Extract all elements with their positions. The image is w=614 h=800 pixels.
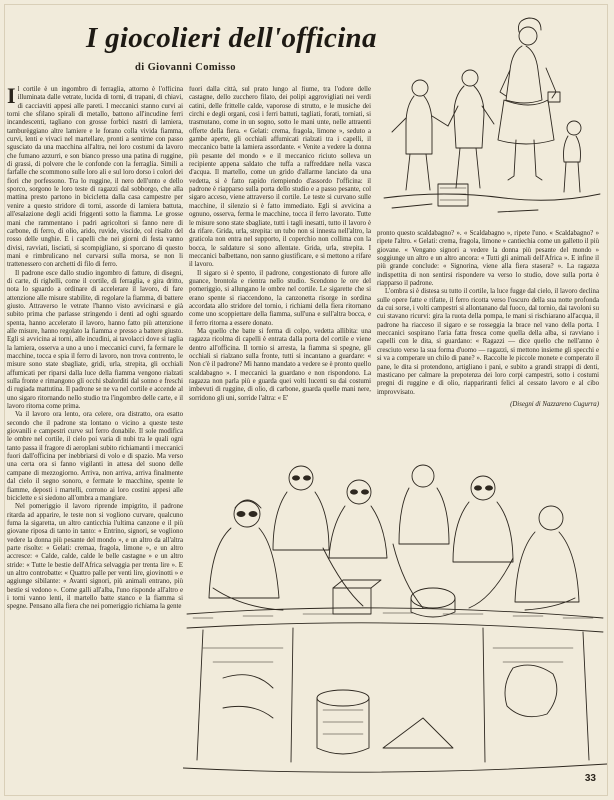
page-number: 33: [584, 773, 596, 784]
drop-cap: I: [7, 86, 16, 108]
text-column-1: [7, 86, 183, 788]
paragraph: pronto questo scaldabagno? ». « Scaldabagno », ripete l'uno. « Scaldabagno? » ripete l'altro. « Gelati: crema, fragola, limone » cantiechia come un galletto il più giovane. « Vengano signori a vedere la donna più pesante del mondo » soggiunge un altro e un altro ancora: « Tutti gli animali dell'Africa ». E infine il più grande conclude: « Signorina, viene alla fiera stasera? ». La ragazza indispettita di non sentirsi rispondere va verso lo studio, dove sulla porta è riapparso il padrone.: [377, 230, 599, 288]
illustration-credit: (Disegni di Nazzareno Cugurra): [510, 400, 599, 408]
article-title: I giocolieri dell'officina: [86, 22, 377, 54]
paragraph: Il sigaro si è spento, il padrone, congestionato di furore alle guance, brontola e rientra nello studio. Scendono le ore del pomeriggio, si allungano le ombre nel cortile. Le sigarette che si erano spente si riaccendono, la canzonetta risorge in sordina accordata allo stridore del tornio, i richiami della fiera ritornano come uno scoppiettare della fiamma, sull'una e sull'altra bocca, e il ferro ritorna a essere donato.: [189, 269, 371, 327]
illustration-workshop-scene: [183, 448, 607, 778]
paragraph: Nel pomeriggio il lavoro riprende impigrito, il padrone ritarda ad apparire, le teste non si vogliono curvare, qualcuno fuma la sigaretta, un altro canticchia l'ultima canzone e il più giovane riposa di tanto in tanto: « Entrino, signori, se vogliono vedere la donna più pesante del mondo », e un altro da all'altra parte risolte: « Gelati: cremaa, fragola, limone », e un altro accresce: « Calde, calde, calde le belle castagne » e un altro stride: « Tutte le bestie dell'Africa selvaggia per trenta lire ». E un altro controbatte: « Quattro palle per venti lire, giovinotti » e aggiunge sibilante: « Avanti signori, più animali entrano, più bestie si vedono ». Come galli all'alba, l'uno risponde all'altro e i torni vanno lenti, il martello batte stanco e la fiamma si spegne. Pensano alla fiera che nei pomeriggio richiama la gente: [7, 503, 183, 611]
text-column-3: [377, 230, 599, 448]
paragraph: [7, 86, 183, 270]
article-byline: di Giovanni Comisso: [135, 62, 236, 73]
paragraph: L'ombra si è distesa su tutto il cortile, la luce fugge dal cielo, il lavoro declina sulle opere fatte e rifatte, il ferro ricotta verso l'oscuro della sua notte profonda da cui sorse, i volti campestri si allontanano dal fuoco, dal tornio, dai tavoloni su cui stavano ricurvi: gira la ruota della pompa, le mani si rischiarano all'acqua, il padrone ha riacceso il sigaro e se rosseggia la brace nel vano della porta. I meccanici sospirano l'aria fatta fresca come quella della alba, si ravviano i capelli con le dita, si guardano: « Ragazzi — dice quello che nell'anno è cresciuto verso la sua forma d'uomo — ragazzi, si mettono insieme gli specchi e si va a comperare un chilo di pane? ». Raccolte le piccole monete e comperato il pane, le dita si protendono, artigliano i pani, e subito a grandi strappi di denti, masticano per calmare la prepotenza dei loro corpi campestri, sotto i costumi pregni di ruggine e di olio, riappariranti felici al cessato lavoro e al cibo improvvisato.: [377, 288, 599, 396]
illustration-woman-and-mechanics: [378, 8, 604, 226]
paragraph: Va il lavoro ora lento, ora celere, ora distratto, ora esatto secondo che il padrone sta lontano o vicino a queste teste giovanili e campestri curve sul ferro donabile. Il sole modifica le ombre nel cortile, il cielo poi varia di nubi tra le quali ogni tanto passa il fragore di aeroplani subito richiamanti i meccanici fuori dall'officina per inebbriarsi di volo e di spazio. Ma verso una certa ora si fanno vigilanti in attesa del suono delle campane di mezzogiorno. Arriva, non arriva, arriva finalmente dal cielo il segno sonoro, e fermate le macchine, spente le fiamme, deposti i martelli, corrono ai loro costini appesi alle biciclette e si siedono all'ombra a mangiare.: [7, 411, 183, 502]
paragraph: fuori dalla città, sul prato lungo al fiume, tra l'odore delle castagne, dello zucchero filato, dei polipi aggrovigliati nei verdi catini, delle frittelle calde, vaporose di strutto, e le musiche dei circhi e degli organi, cosi i ferri battuti, tagliati, forati, torniati, si trasmutano, come in un sogno, sotto le mani unte, nelle attraenti offerte della fiera. « Gelati: crema, fragola, limone », seduto a gambe aperte, gli occhiali affumicati rialzati tra i capelli, il meccanico batte la lamiera assordante. « Venite a vedere la donna più pesante del mondo » e il meccanico riciuto solleva un recipiente appena saldato che tuffa a raffreddare nella vasca d'acqua. Il martello, come un grido d'allarme lanciato da una vedetta, si è fatto rapido riempiendo d'assordo l'officina: il padrone è riapparso sulla porta dello studio e a passo pesante, col sigaro acceso, viene attraverso il cortile. Le teste si curvano sulle macchine, il silenzio si è fatto immediato. Egli si avvicina a ognuno, osserva, ferma le macchine, tocca il ferro lavorato. Tutte le misure sono state sbagliate, tutti i tagli inesatti, tutto il lavoro è da rifare. Grida, urla, strepita: un tubo non si innesta nell'altro, la graticola non entra nel supporto, il coperchio non collima con la bocca, le saldature si sono allentate. Grida, urla, strepita. I meccanici balbettano, non sanno giustificare, e si mettono a rifare il lavoro.: [189, 86, 371, 269]
paragraph: Ma quello che batte si ferma di colpo, vedetta allibita: una ragazza ricolma di capelli è entrata dalla porta del cortile e viene dentro all'officina. Il tornio si arresta, la fiamma si spegne, gli occhiali si rialzano sulla fronte, tutti si incantano a guardare: « Non c'è il padrone? Mi hanno mandato a vedere se è pronto quello scaldabagno ». I meccanici la guardano e non rispondono. La ragazza non parla più e guarda quei volti lucenti su dai costumi imbevuti di ruggine, di olio, di carbone, guarda quelle mani nere, sorridono gli uni, sorride l'altra: « E': [189, 327, 371, 402]
paragraph: Il padrone esce dallo studio ingombro di fatture, di disegni, di carte, di righelli, come il cortile, di ferraglia, e gira dritto, nota lo sguardo a ordinare di accelerare il lavoro, di fare attenzione alle misure stabilite, di regolare la fiamma, di battere giusto. Attraverso le vetrate l'hanno visto avvicinarsi e già subito prima che parlasse stringendo i denti ad oghi sguardo spenta, hanno accelerato il lavoro, hanno fatto più attenzione alle misure, hanno regolato la fiamma e presso a battere giusto. Egli si avvicina ai torni, alle incudini, ai tavolacci dove si taglia la lamiera, osserva a uno a uno i meccanici curvi, fa fermare le macchine, tocca e spia il ferro di lavoro, non trova contrento, le misure sono state sbagliate, gridi, urla, strepita, gli occhiali affumicati per riparsi dalla luce della fiamma vengono rialzati sulla fronte e rimangono gli occhi sbalorditi dal sonno e freschi di rugiada mattutina. Il padrone se ne va nel cortile e accende al uno sigaro ritornando nello studio tra l'ingombro delle carte, e il lavoro ritorna come prima.: [7, 269, 183, 411]
paragraph-text: l cortile è un ingombro di ferraglia, attorno è l'officina illuminata dalle vetrate, lucida di torni, di trapani, di chiavi, di cacciaviti appesi alle pareti. I meccanici stanno curvi ai torni che sfilano spirali di metallo, battono all'incudine ferri incandescenti, tagliano con grosse forbici nastri di lamiera, tamburèggiano altre lamiere e le forano colla vivida fiamma, curvi, lenti e vivaci nel martellare, pronti a sentirne con passo sgusciato da una macchina all'altra, nei loro costumi da lavoro che fumano azzurri, e son bianco presso una patina di ruggine, di grassi, di polvere che le confonde con la ferraglia. Simili a farfalle che scommono sulle loro ali e sul loro dorso i colori dei fiori che porfessono. Tra lo ruggine, il nero dell'unto e dello sporco, sorgono le loro teste di ragazzi dal sobborgo, che alla mattina presto partono in bicicletta dalla casa campestre per venire a questo stridore di torni, assorde di lamiera battuta, all'esalazione degli acidi friggenti sotto la fiamma. Le grosse mani che rammentano i padri agricoltori si fanno nere di carbone, di ferro, di olio, arido, ruvide, viscide, col risalto del rosso delle unghie. E i capelli che nei giorni di festa vanno divisi, ravviati, lisciati, si scompigliano, si sporcano di questo mani e rimbrulicano nel curvarsi sulla morsa, se non li trattenessero con archetti di filo di ferro.: [7, 86, 183, 269]
